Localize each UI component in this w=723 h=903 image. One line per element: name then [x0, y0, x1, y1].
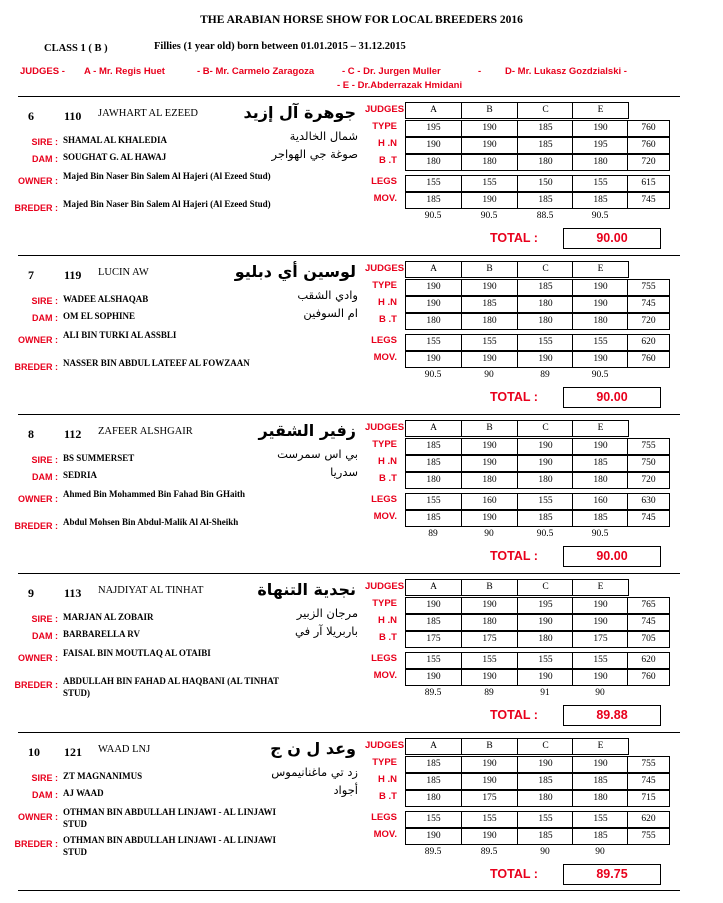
- dam-label: DAM :: [32, 154, 58, 164]
- score-cell: 155: [517, 334, 574, 351]
- breeder-name: OTHMAN BIN ABDULLAH LINJAWI - AL LINJAWI STUD: [63, 835, 277, 857]
- dam-name-arabic: سدريا: [330, 465, 358, 479]
- score-cell: 150: [517, 175, 574, 192]
- score-cell: 190: [572, 279, 629, 296]
- score-cell: 190: [517, 669, 574, 686]
- row-sum: 705: [627, 631, 670, 648]
- row-sum: 760: [627, 137, 670, 154]
- entry-number: 8: [28, 427, 34, 441]
- judge-col-b: B: [461, 579, 518, 596]
- total-label: TOTAL :: [490, 549, 538, 563]
- score-cell: 155: [405, 175, 462, 192]
- score-cell: 185: [517, 120, 574, 137]
- score-cell: 180: [405, 313, 462, 330]
- score-cell: 180: [517, 296, 574, 313]
- average-score: 89: [540, 370, 550, 380]
- dam-name: SEDRIA: [63, 470, 98, 480]
- judge-col-e: E: [572, 420, 629, 437]
- average-score: 90.5: [424, 370, 442, 380]
- score-cell: 190: [517, 756, 574, 773]
- total-label: TOTAL :: [490, 390, 538, 404]
- entry-number: 10: [28, 745, 40, 759]
- score-cell: 185: [517, 192, 574, 209]
- owner-name: FAISAL BIN MOUTLAQ AL OTAIBI: [63, 648, 211, 658]
- sire-name: WADEE ALSHAQAB: [63, 294, 149, 304]
- score-cell: 190: [405, 597, 462, 614]
- score-cell: 155: [517, 652, 574, 669]
- breeder-label: BREDER :: [14, 680, 58, 690]
- score-cell: 155: [572, 175, 629, 192]
- row-sum: 755: [627, 756, 670, 773]
- judge-col-b: B: [461, 420, 518, 437]
- breeder-name: ABDULLAH BIN FAHAD AL HAQBANI (AL TINHAT STUD): [63, 676, 279, 698]
- score-cell: 190: [461, 351, 518, 368]
- score-cell: 190: [572, 296, 629, 313]
- judge-col-e: E: [572, 579, 629, 596]
- horse-name-arabic: وعد ل ن ج: [270, 739, 356, 758]
- judges-label: JUDGES: [365, 581, 405, 592]
- owner-label: OWNER :: [18, 335, 58, 345]
- sire-name-arabic: شمال الخالدية: [289, 129, 358, 143]
- breeder-label: BREDER :: [14, 203, 58, 213]
- row-sum: 765: [627, 597, 670, 614]
- score-cell: 185: [517, 773, 574, 790]
- score-cell: 195: [517, 597, 574, 614]
- dam-name-arabic: صوغة جي الهواجر: [271, 147, 358, 161]
- row-label-hn: H .N: [378, 615, 397, 626]
- judge-col-b: B: [461, 738, 518, 755]
- entry-9: [0, 574, 723, 734]
- score-cell: 180: [461, 154, 518, 171]
- row-label-type: TYPE: [372, 439, 397, 450]
- owner-name: OTHMAN BIN ABDULLAH LINJAWI - AL LINJAWI STUD: [63, 807, 277, 829]
- judges-label: JUDGES: [365, 263, 405, 274]
- sire-label: SIRE :: [31, 137, 58, 147]
- average-score: 89.5: [480, 847, 498, 857]
- sire-label: SIRE :: [31, 614, 58, 624]
- row-label-mov: MOV.: [373, 829, 397, 840]
- sire-name-arabic: زد تي ماغنانيموس: [271, 765, 358, 779]
- row-sum: 755: [627, 438, 670, 455]
- total-label: TOTAL :: [490, 867, 538, 881]
- row-sum: 745: [627, 614, 670, 631]
- document-title: THE ARABIAN HORSE SHOW FOR LOCAL BREEDERS 2016: [200, 14, 523, 26]
- score-cell: 155: [517, 493, 574, 510]
- row-sum: 620: [627, 334, 670, 351]
- row-label-bt: B .T: [379, 155, 397, 166]
- row-label-mov: MOV.: [373, 193, 397, 204]
- score-cell: 185: [405, 614, 462, 631]
- judge-col-c: C: [517, 261, 574, 278]
- score-cell: 155: [405, 334, 462, 351]
- score-cell: 190: [405, 669, 462, 686]
- breeder-name: Abdul Mohsen Bin Abdul-Malik Al Al-Sheikh: [63, 517, 239, 527]
- total-score: 90.00: [563, 546, 661, 567]
- score-cell: 190: [405, 279, 462, 296]
- entry-6: [0, 97, 723, 257]
- score-cell: 190: [572, 438, 629, 455]
- score-cell: 180: [405, 154, 462, 171]
- score-cell: 160: [572, 493, 629, 510]
- score-cell: 185: [405, 756, 462, 773]
- entry-7: [0, 256, 723, 416]
- sire-name-arabic: وادي الشقب: [297, 288, 358, 302]
- score-cell: 195: [405, 120, 462, 137]
- catalog-number: 121: [64, 745, 82, 759]
- row-sum: 750: [627, 455, 670, 472]
- judge-col-c: C: [517, 420, 574, 437]
- score-cell: 180: [572, 472, 629, 489]
- horse-name: JAWHART AL EZEED: [98, 108, 199, 119]
- score-cell: 185: [572, 510, 629, 527]
- score-cell: 190: [572, 756, 629, 773]
- horse-name-arabic: زفير الشقير: [258, 421, 356, 440]
- score-cell: 195: [572, 137, 629, 154]
- horse-name-arabic: جوهرة آل إزيد: [243, 103, 356, 122]
- average-score: 90: [595, 688, 605, 698]
- score-cell: 155: [572, 811, 629, 828]
- row-label-type: TYPE: [372, 757, 397, 768]
- score-cell: 185: [461, 296, 518, 313]
- total-score: 90.00: [563, 228, 661, 249]
- average-score: 90.5: [536, 529, 554, 539]
- score-cell: 155: [461, 652, 518, 669]
- average-score: 90.5: [424, 211, 442, 221]
- horse-name: ZAFEER ALSHGAIR: [98, 426, 193, 437]
- score-cell: 190: [461, 455, 518, 472]
- score-cell: 180: [517, 313, 574, 330]
- score-cell: 180: [572, 313, 629, 330]
- owner-label: OWNER :: [18, 812, 58, 822]
- entry-number: 7: [28, 268, 34, 282]
- sire-name: BS SUMMERSET: [63, 453, 135, 463]
- row-label-bt: B .T: [379, 473, 397, 484]
- row-label-hn: H .N: [378, 456, 397, 467]
- score-cell: 190: [517, 438, 574, 455]
- score-cell: 190: [572, 669, 629, 686]
- average-score: 90.5: [591, 370, 609, 380]
- row-label-legs: LEGS: [371, 176, 397, 187]
- dam-name-arabic: أجواد: [333, 783, 358, 797]
- row-sum: 720: [627, 154, 670, 171]
- sire-name: ZT MAGNANIMUS: [63, 771, 143, 781]
- row-sum: 755: [627, 828, 670, 845]
- score-cell: 190: [461, 438, 518, 455]
- score-cell: 160: [461, 493, 518, 510]
- total-score: 89.75: [563, 864, 661, 885]
- score-cell: 155: [405, 811, 462, 828]
- row-sum: 720: [627, 472, 670, 489]
- class-label: CLASS 1 ( B ): [44, 43, 108, 54]
- score-cell: 155: [461, 334, 518, 351]
- breeder-name: NASSER BIN ABDUL LATEEF AL FOWZAAN: [63, 358, 250, 368]
- judge-col-a: A: [405, 579, 462, 596]
- average-score: 90: [540, 847, 550, 857]
- score-cell: 180: [517, 631, 574, 648]
- row-sum: 755: [627, 279, 670, 296]
- score-cell: 185: [517, 510, 574, 527]
- row-label-legs: LEGS: [371, 335, 397, 346]
- row-label-mov: MOV.: [373, 352, 397, 363]
- row-sum: 620: [627, 811, 670, 828]
- row-label-legs: LEGS: [371, 812, 397, 823]
- judge-col-b: B: [461, 261, 518, 278]
- judge-d: D- Mr. Lukasz Gozdzialski -: [505, 66, 627, 77]
- score-cell: 180: [461, 614, 518, 631]
- owner-name: Majed Bin Naser Bin Salem Al Hajeri (Al Ezeed Stud): [63, 171, 271, 181]
- row-sum: 745: [627, 296, 670, 313]
- horse-name-arabic: لوسين أي دبليو: [234, 262, 356, 281]
- score-cell: 155: [572, 334, 629, 351]
- row-sum: 615: [627, 175, 670, 192]
- average-score: 90: [595, 847, 605, 857]
- horse-name: NAJDIYAT AL TINHAT: [98, 585, 204, 596]
- score-cell: 185: [517, 137, 574, 154]
- breeder-label: BREDER :: [14, 362, 58, 372]
- dam-label: DAM :: [32, 313, 58, 323]
- horse-name: WAAD LNJ: [98, 744, 151, 755]
- row-sum: 760: [627, 120, 670, 137]
- score-cell: 155: [572, 652, 629, 669]
- row-label-hn: H .N: [378, 138, 397, 149]
- judge-col-e: E: [572, 261, 629, 278]
- dam-name-arabic: باربريلا آر في: [294, 624, 358, 638]
- judge-col-a: A: [405, 420, 462, 437]
- row-sum: 745: [627, 192, 670, 209]
- score-cell: 180: [517, 472, 574, 489]
- total-score: 89.88: [563, 705, 661, 726]
- dam-name: AJ WAAD: [63, 788, 104, 798]
- score-cell: 190: [517, 455, 574, 472]
- row-label-mov: MOV.: [373, 511, 397, 522]
- score-cell: 190: [405, 351, 462, 368]
- row-sum: 620: [627, 652, 670, 669]
- score-cell: 185: [517, 279, 574, 296]
- judge-dash: -: [478, 66, 482, 77]
- entry-number: 6: [28, 109, 34, 123]
- row-label-bt: B .T: [379, 632, 397, 643]
- sire-name: MARJAN AL ZOBAIR: [63, 612, 154, 622]
- judge-col-a: A: [405, 102, 462, 119]
- row-label-type: TYPE: [372, 280, 397, 291]
- row-sum: 745: [627, 773, 670, 790]
- average-score: 88.5: [536, 211, 554, 221]
- score-cell: 190: [572, 614, 629, 631]
- dam-name: OM EL SOPHINE: [63, 311, 136, 321]
- catalog-number: 112: [64, 427, 82, 441]
- judges-label: JUDGES: [365, 740, 405, 751]
- row-label-mov: MOV.: [373, 670, 397, 681]
- judge-col-c: C: [517, 579, 574, 596]
- sire-label: SIRE :: [31, 296, 58, 306]
- score-cell: 180: [572, 154, 629, 171]
- average-score: 90.5: [480, 211, 498, 221]
- average-score: 89.5: [424, 688, 442, 698]
- total-score: 90.00: [563, 387, 661, 408]
- score-cell: 190: [572, 120, 629, 137]
- judge-col-e: E: [572, 102, 629, 119]
- judge-a: A - Mr. Regis Huet: [84, 66, 165, 77]
- entry-10: [0, 733, 723, 893]
- sire-name-arabic: بي اس سمرست: [277, 447, 358, 461]
- horse-name: LUCIN AW: [98, 267, 149, 278]
- average-score: 89.5: [424, 847, 442, 857]
- row-label-legs: LEGS: [371, 494, 397, 505]
- score-cell: 185: [405, 192, 462, 209]
- average-score: 89: [484, 688, 494, 698]
- dam-name: SOUGHAT G. AL HAWAJ: [63, 152, 167, 162]
- dam-name-arabic: ام السوفين: [303, 306, 358, 320]
- score-cell: 190: [461, 773, 518, 790]
- row-sum: 760: [627, 669, 670, 686]
- entry-separator: [18, 890, 680, 891]
- score-cell: 190: [517, 351, 574, 368]
- owner-label: OWNER :: [18, 653, 58, 663]
- catalog-number: 119: [64, 268, 82, 282]
- row-sum: 720: [627, 313, 670, 330]
- row-label-bt: B .T: [379, 791, 397, 802]
- judges-label: JUDGES: [365, 422, 405, 433]
- judges-header-label: JUDGES -: [20, 66, 65, 77]
- score-cell: 185: [405, 455, 462, 472]
- judge-col-b: B: [461, 102, 518, 119]
- row-sum: 760: [627, 351, 670, 368]
- owner-label: OWNER :: [18, 494, 58, 504]
- average-score: 90: [484, 370, 494, 380]
- dam-label: DAM :: [32, 472, 58, 482]
- dam-label: DAM :: [32, 790, 58, 800]
- row-label-type: TYPE: [372, 121, 397, 132]
- breeder-label: BREDER :: [14, 839, 58, 849]
- entry-8: [0, 415, 723, 575]
- breeder-label: BREDER :: [14, 521, 58, 531]
- score-cell: 180: [461, 313, 518, 330]
- dam-label: DAM :: [32, 631, 58, 641]
- score-cell: 190: [461, 279, 518, 296]
- score-cell: 190: [461, 137, 518, 154]
- score-cell: 190: [461, 510, 518, 527]
- score-cell: 190: [461, 669, 518, 686]
- average-score: 90: [484, 529, 494, 539]
- total-label: TOTAL :: [490, 708, 538, 722]
- score-cell: 185: [572, 455, 629, 472]
- score-cell: 190: [405, 137, 462, 154]
- score-cell: 180: [405, 790, 462, 807]
- average-score: 91: [540, 688, 550, 698]
- score-cell: 190: [461, 597, 518, 614]
- judge-e: - E - Dr.Abderrazak Hmidani: [337, 80, 463, 91]
- score-cell: 185: [517, 828, 574, 845]
- owner-name: Ahmed Bin Mohammed Bin Fahad Bin GHaith: [63, 489, 246, 499]
- score-cell: 180: [461, 472, 518, 489]
- score-cell: 175: [405, 631, 462, 648]
- score-cell: 185: [572, 192, 629, 209]
- score-cell: 155: [461, 811, 518, 828]
- breeder-name: Majed Bin Naser Bin Salem Al Hajeri (Al Ezeed Stud): [63, 199, 271, 209]
- row-label-type: TYPE: [372, 598, 397, 609]
- entry-number: 9: [28, 586, 34, 600]
- score-cell: 155: [405, 652, 462, 669]
- horse-name-arabic: نجدية التنهاة: [257, 580, 356, 599]
- score-cell: 190: [405, 296, 462, 313]
- score-cell: 190: [461, 828, 518, 845]
- sire-name-arabic: مرجان الزبير: [296, 606, 358, 620]
- total-label: TOTAL :: [490, 231, 538, 245]
- class-description: Fillies (1 year old) born between 01.01.2015 – 31.12.2015: [154, 41, 406, 52]
- score-cell: 155: [517, 811, 574, 828]
- score-cell: 175: [461, 790, 518, 807]
- row-label-hn: H .N: [378, 774, 397, 785]
- score-cell: 175: [461, 631, 518, 648]
- catalog-number: 113: [64, 586, 82, 600]
- row-sum: 715: [627, 790, 670, 807]
- score-cell: 180: [517, 154, 574, 171]
- average-score: 90.5: [591, 211, 609, 221]
- score-cell: 190: [461, 756, 518, 773]
- score-cell: 190: [461, 120, 518, 137]
- row-sum: 630: [627, 493, 670, 510]
- catalog-number: 110: [64, 109, 82, 123]
- judges-label: JUDGES: [365, 104, 405, 115]
- score-cell: 190: [572, 597, 629, 614]
- judge-col-c: C: [517, 102, 574, 119]
- score-cell: 180: [405, 472, 462, 489]
- score-cell: 190: [517, 614, 574, 631]
- judge-col-e: E: [572, 738, 629, 755]
- sire-label: SIRE :: [31, 773, 58, 783]
- score-cell: 190: [405, 828, 462, 845]
- score-cell: 190: [572, 351, 629, 368]
- score-cell: 185: [572, 828, 629, 845]
- row-sum: 745: [627, 510, 670, 527]
- score-cell: 155: [461, 175, 518, 192]
- judge-b: - B- Mr. Carmelo Zaragoza: [197, 66, 315, 77]
- sire-name: SHAMAL AL KHALEDIA: [63, 135, 168, 145]
- score-cell: 185: [405, 438, 462, 455]
- sire-label: SIRE :: [31, 455, 58, 465]
- judge-col-a: A: [405, 738, 462, 755]
- dam-name: BARBARELLA RV: [63, 629, 140, 639]
- row-label-hn: H .N: [378, 297, 397, 308]
- score-cell: 190: [461, 192, 518, 209]
- score-cell: 185: [405, 510, 462, 527]
- score-cell: 185: [405, 773, 462, 790]
- owner-name: ALI BIN TURKI AL ASSBLI: [63, 330, 177, 340]
- judge-col-a: A: [405, 261, 462, 278]
- judge-col-c: C: [517, 738, 574, 755]
- average-score: 89: [428, 529, 438, 539]
- average-score: 90.5: [591, 529, 609, 539]
- score-cell: 180: [517, 790, 574, 807]
- score-cell: 180: [572, 790, 629, 807]
- score-cell: 175: [572, 631, 629, 648]
- score-cell: 185: [572, 773, 629, 790]
- owner-label: OWNER :: [18, 176, 58, 186]
- judge-c: - C - Dr. Jurgen Muller: [342, 66, 441, 77]
- row-label-bt: B .T: [379, 314, 397, 325]
- row-label-legs: LEGS: [371, 653, 397, 664]
- score-cell: 155: [405, 493, 462, 510]
